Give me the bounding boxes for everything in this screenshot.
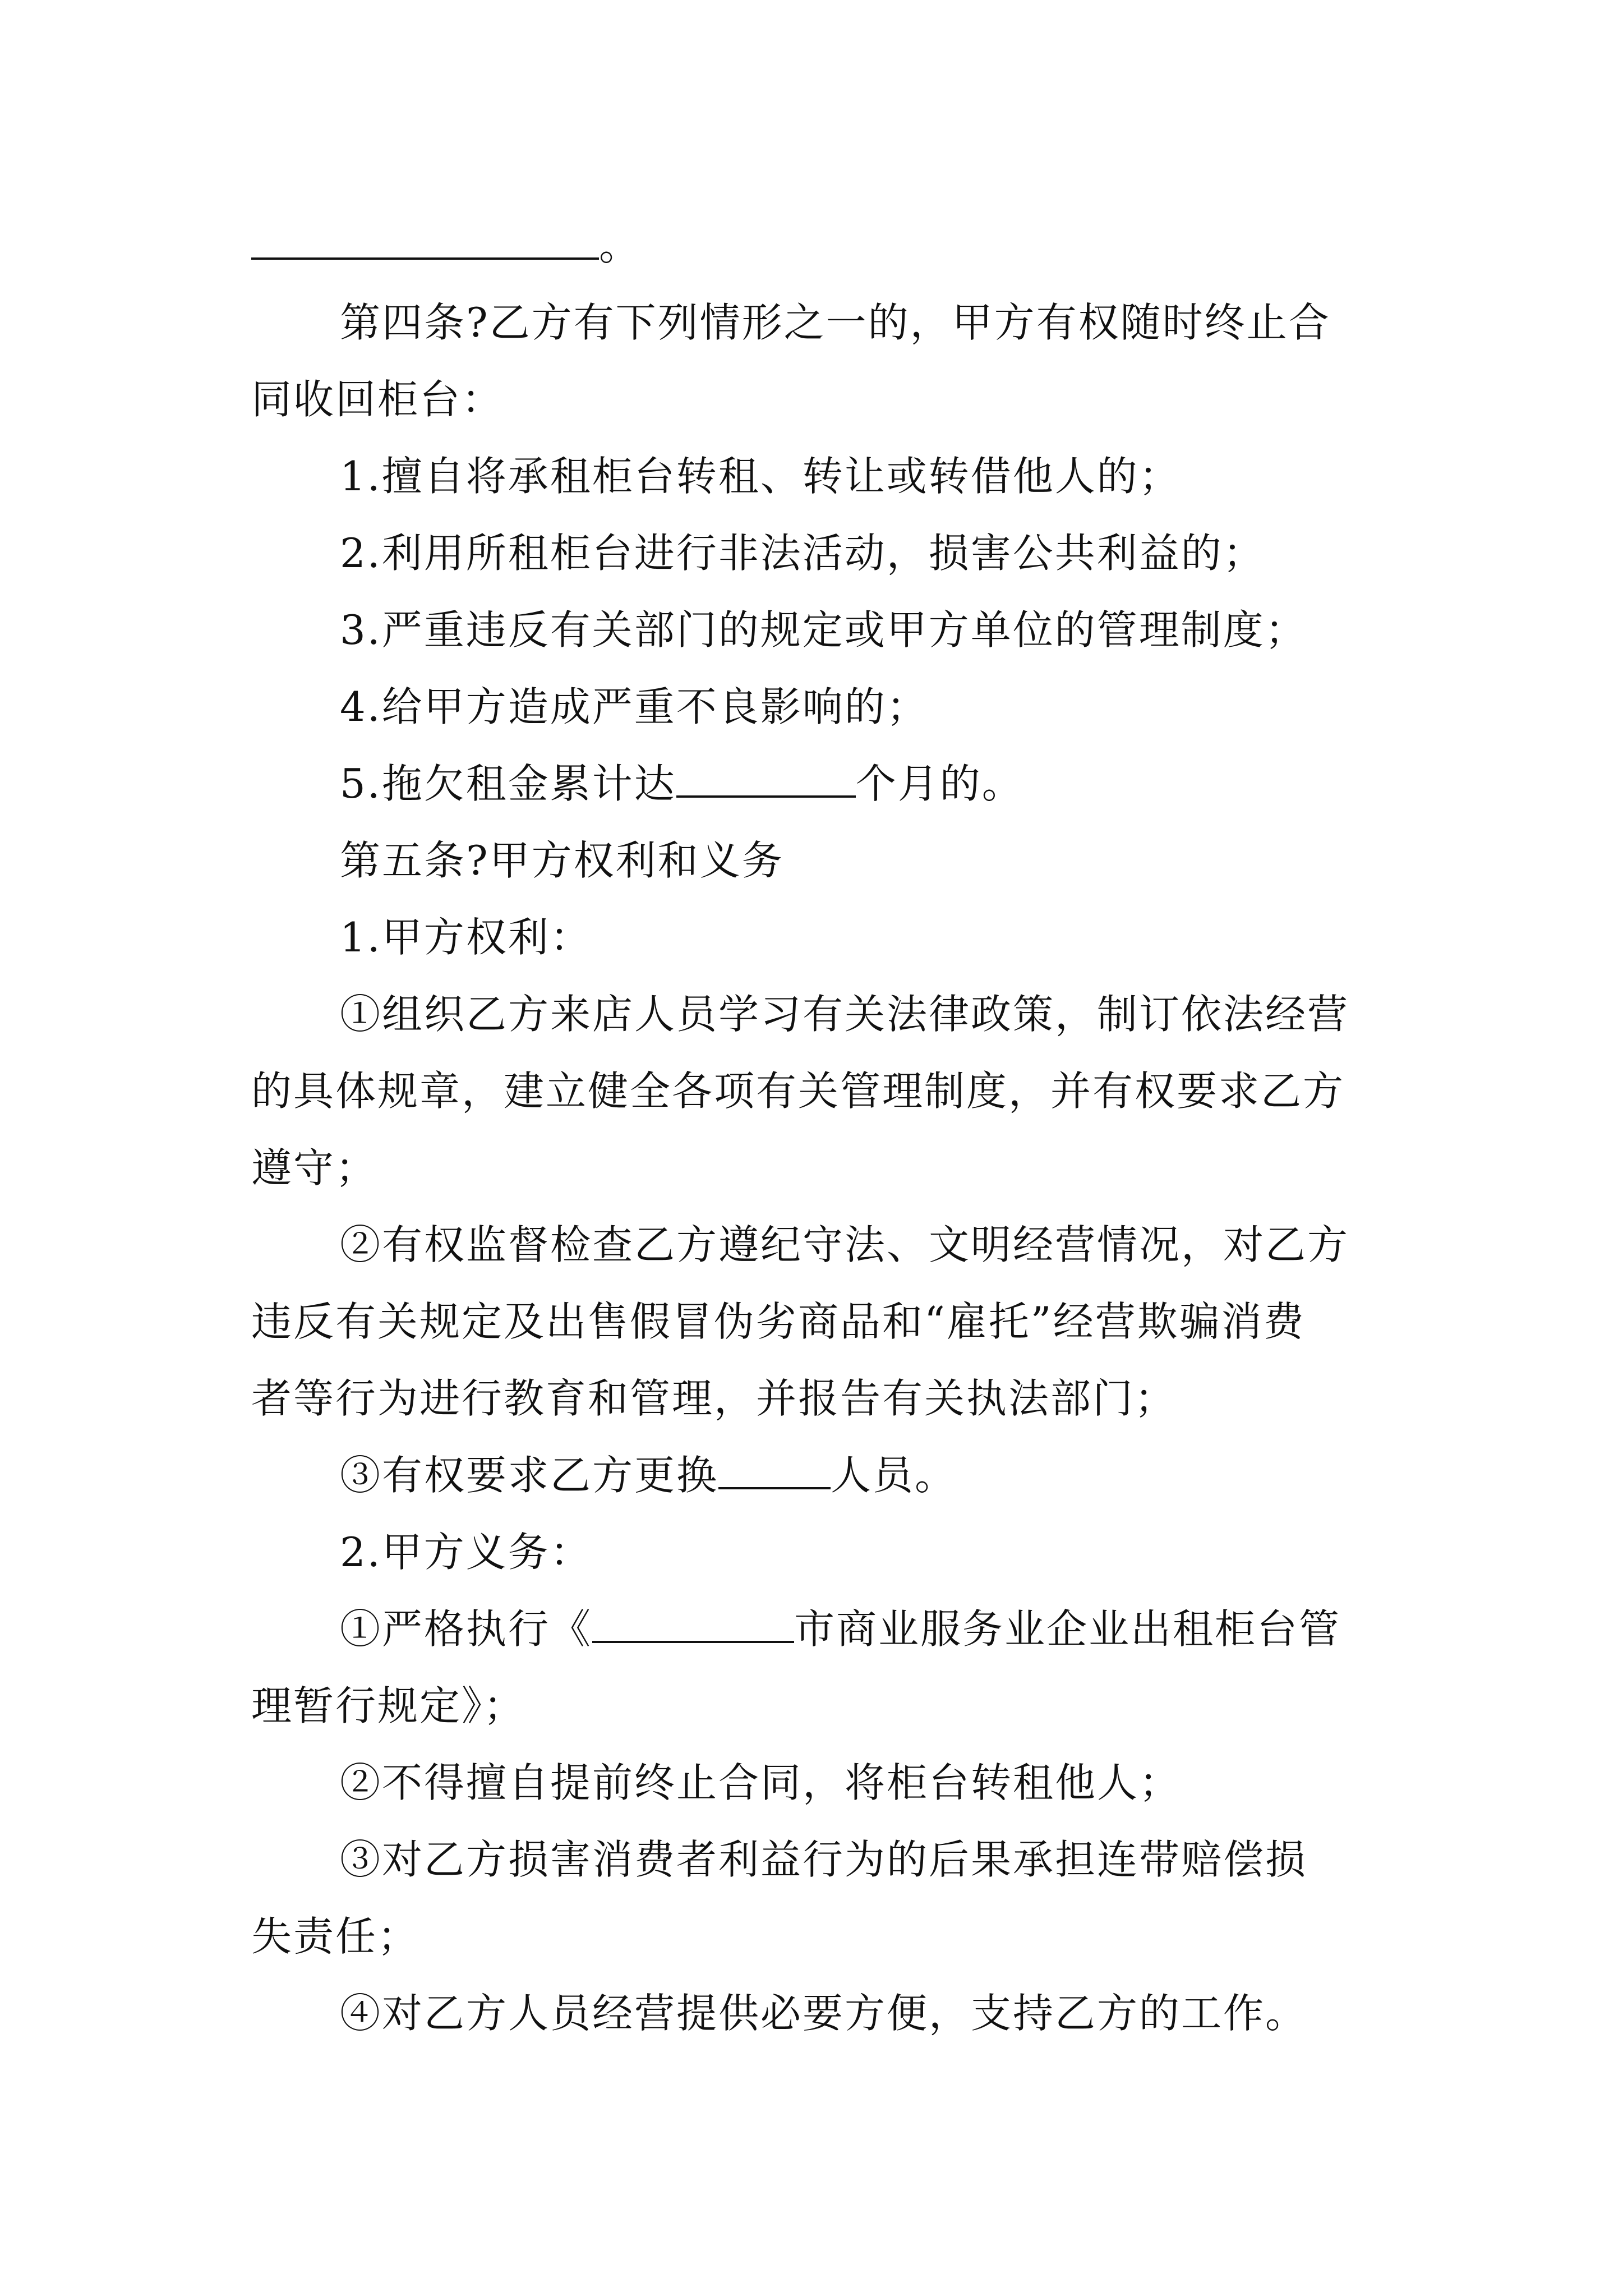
article-heading: 第四条?乙方有下列情形之一的，甲方有权随时终止合 (340, 299, 1331, 346)
text-line: 的具体规章，建立健全各项有关管理制度，并有权要求乙方 (251, 1068, 1345, 1115)
text-line: 遵守； (251, 1144, 378, 1191)
list-item (251, 746, 1395, 822)
list-item: ②有权监督检查乙方遵纪守法、文明经营情况，对乙方 (340, 1221, 1350, 1268)
document-page (251, 208, 1395, 2052)
list-item (251, 1437, 1395, 1514)
text-fragment: ③有权要求乙方更换 (340, 1452, 719, 1499)
section-heading: 1.甲方权利： (340, 914, 592, 961)
section-heading: 2.甲方义务： (340, 1529, 592, 1576)
list-item: ①组织乙方来店人员学习有关法律政策，制订依法经营 (340, 991, 1350, 1038)
list-item: ④对乙方人员经营提供必要方便，支持乙方的工作。 (340, 1990, 1308, 2037)
text-fragment: 5.拖欠租金累计达 (340, 760, 676, 807)
fill-blank (718, 1453, 831, 1489)
text-line: 者等行为进行教育和管理，并报告有关执法部门； (251, 1375, 1177, 1422)
text-fragment: 人员。 (831, 1452, 957, 1499)
fill-blank (592, 1607, 794, 1643)
list-item: 2.利用所租柜台进行非法活动，损害公共利益的； (340, 530, 1265, 577)
text-line: 同收回柜台： (251, 376, 504, 423)
list-item: 3.严重违反有关部门的规定或甲方单位的管理制度； (340, 606, 1307, 654)
text-line: 失责任； (251, 1913, 420, 1960)
list-item: 4.给甲方造成严重不良影响的； (340, 683, 929, 730)
text-line: 违反有关规定及出售假冒伪劣商品和“雇托”经营欺骗消费 (251, 1298, 1306, 1345)
list-item: ②不得擅自提前终止合同，将柜台转租他人； (340, 1759, 1182, 1806)
fill-blank (676, 762, 856, 798)
article-heading: 第五条?甲方权利和义务 (340, 837, 784, 884)
text-fragment: ①严格执行《 (340, 1605, 593, 1653)
text-fragment: 市商业服务业企业出租柜台管 (794, 1605, 1341, 1653)
text-line: 理暂行规定》； (251, 1682, 526, 1729)
text-fragment: 个月的。 (855, 760, 1024, 807)
list-item: ③对乙方损害消费者利益行为的后果承担连带赔偿损 (340, 1836, 1308, 1883)
fill-blank (251, 224, 599, 260)
text-fragment: 。 (599, 222, 642, 269)
list-item (251, 1591, 1395, 1668)
list-item: 1.擅自将承租柜台转租、转让或转借他人的； (340, 453, 1181, 500)
text-line (251, 208, 1395, 284)
